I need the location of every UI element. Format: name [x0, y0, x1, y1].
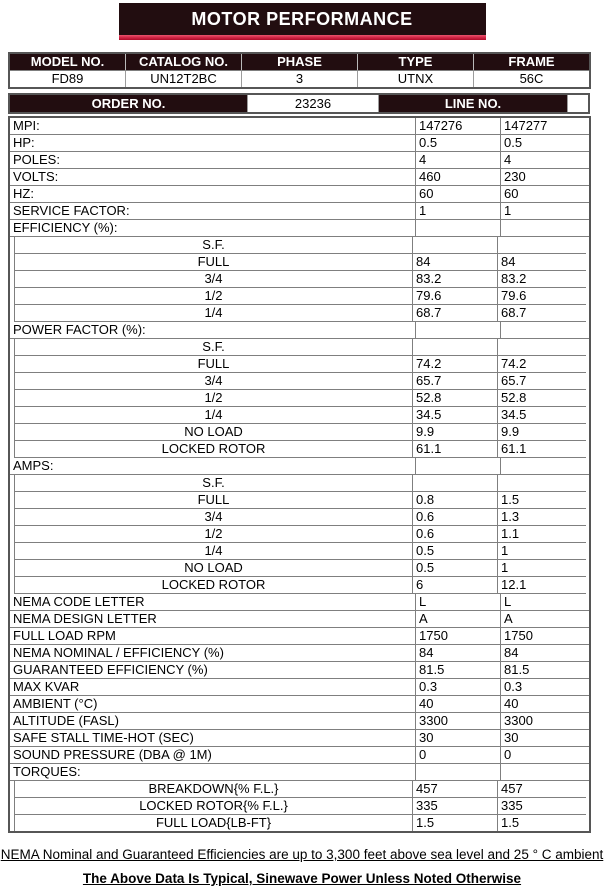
spec-value-col2: 1.5 [497, 815, 586, 831]
spec-subrow [10, 407, 589, 424]
frame-header: FRAME [473, 54, 589, 70]
spec-value-col2: 230 [500, 169, 589, 186]
spec-label: S.F. [14, 475, 412, 492]
spec-value-col1: 0.3 [415, 679, 500, 696]
spec-value-col2: 0 [500, 747, 589, 764]
spec-subrow [10, 475, 589, 492]
page-title: MOTOR PERFORMANCE [119, 3, 486, 35]
frame-value: 56C [473, 70, 589, 87]
title-banner [119, 3, 486, 40]
order-no-header: ORDER NO. [10, 95, 247, 112]
spec-value-col1: 1 [415, 203, 500, 220]
spec-value-col1: 0.5 [412, 560, 497, 577]
spec-value-col1 [412, 237, 497, 254]
spec-subrow [10, 254, 589, 271]
spec-value-col2: 60 [500, 186, 589, 203]
spec-value-col2 [500, 764, 589, 781]
spec-label: 3/4 [14, 373, 412, 390]
spec-value-col2 [500, 458, 589, 475]
spec-label: NEMA NOMINAL / EFFICIENCY (%) [10, 645, 415, 662]
spec-value-col1: 65.7 [412, 373, 497, 390]
spec-value-col2: 40 [500, 696, 589, 713]
spec-subrow [10, 237, 589, 254]
spec-value-col1: 84 [412, 254, 497, 271]
spec-label: BREAKDOWN{% F.L.} [14, 781, 412, 798]
spec-value-col2: 9.9 [497, 424, 586, 441]
spec-value-col1: 0.6 [412, 526, 497, 543]
motor-id-table [8, 52, 591, 89]
spec-value-col1: 4 [415, 152, 500, 169]
spec-label: 3/4 [14, 271, 412, 288]
footnote-efficiency-conditions: NEMA Nominal and Guaranteed Efficiencies are up to 3,300 feet above sea level and 25 ° C ambient [0, 847, 604, 862]
spec-value-col2: 1.5 [497, 492, 586, 509]
line-no-value [567, 95, 588, 112]
spec-value-col2: A [500, 611, 589, 628]
spec-value-col1: 83.2 [412, 271, 497, 288]
spec-label: NEMA DESIGN LETTER [10, 611, 415, 628]
spec-value-col2: 457 [497, 781, 586, 798]
spec-subrow [10, 441, 589, 458]
spec-value-col1: 40 [415, 696, 500, 713]
spec-value-col1: A [415, 611, 500, 628]
spec-row [10, 713, 589, 730]
spec-subrow [10, 305, 589, 322]
spec-value-col1: 52.8 [412, 390, 497, 407]
spec-subrow [10, 798, 589, 815]
spec-value-col2: 84 [497, 254, 586, 271]
spec-value-col2: 0.5 [500, 135, 589, 152]
type-value: UTNX [357, 70, 473, 87]
spec-label: 1/4 [14, 305, 412, 322]
spec-subrow [10, 271, 589, 288]
spec-value-col2: 83.2 [497, 271, 586, 288]
spec-value-col2 [497, 475, 586, 492]
spec-value-col1: 147276 [415, 118, 500, 135]
spec-row [10, 628, 589, 645]
spec-value-col2: 30 [500, 730, 589, 747]
spec-value-col1: 30 [415, 730, 500, 747]
spec-value-col1 [415, 322, 500, 339]
spec-value-col2 [497, 237, 586, 254]
spec-value-col1: 0 [415, 747, 500, 764]
spec-subrow [10, 781, 589, 798]
spec-value-col2: 81.5 [500, 662, 589, 679]
spec-value-col1 [412, 339, 497, 356]
model-no-value: FD89 [10, 70, 125, 87]
spec-label: SERVICE FACTOR: [10, 203, 415, 220]
spec-label: LOCKED ROTOR{% F.L.} [14, 798, 412, 815]
spec-row [10, 220, 589, 237]
spec-value-col1 [415, 220, 500, 237]
spec-value-col2 [497, 339, 586, 356]
spec-value-col1: 68.7 [412, 305, 497, 322]
spec-value-col2: 52.8 [497, 390, 586, 407]
spec-label: HP: [10, 135, 415, 152]
spec-value-col2: 3300 [500, 713, 589, 730]
spec-label: POWER FACTOR (%): [10, 322, 415, 339]
spec-row [10, 322, 589, 339]
spec-label: AMBIENT (°C) [10, 696, 415, 713]
spec-value-col1: 1750 [415, 628, 500, 645]
order-no-value: 23236 [247, 95, 378, 112]
spec-table [8, 116, 591, 833]
catalog-no-header: CATALOG NO. [125, 54, 241, 70]
spec-label: 1/2 [14, 390, 412, 407]
spec-value-col1 [415, 458, 500, 475]
spec-label: ALTITUDE (FASL) [10, 713, 415, 730]
spec-value-col2: 1.3 [497, 509, 586, 526]
spec-value-col1: 79.6 [412, 288, 497, 305]
spec-value-col2 [500, 220, 589, 237]
spec-value-col2: 79.6 [497, 288, 586, 305]
spec-label: S.F. [14, 237, 412, 254]
spec-row [10, 135, 589, 152]
spec-subrow [10, 577, 589, 594]
catalog-no-value: UN12T2BC [125, 70, 241, 87]
spec-value-col1: 3300 [415, 713, 500, 730]
spec-value-col2: 68.7 [497, 305, 586, 322]
line-no-header: LINE NO. [378, 95, 567, 112]
spec-value-col1: 84 [415, 645, 500, 662]
spec-subrow [10, 560, 589, 577]
spec-subrow [10, 543, 589, 560]
title-accent-stripe [119, 35, 486, 40]
spec-value-col2: 0.3 [500, 679, 589, 696]
spec-row [10, 696, 589, 713]
spec-value-col2: 12.1 [497, 577, 586, 594]
spec-subrow [10, 815, 589, 831]
type-header: TYPE [357, 54, 473, 70]
spec-row [10, 764, 589, 781]
spec-value-col2: 74.2 [497, 356, 586, 373]
footnote-typical-data: The Above Data Is Typical, Sinewave Power Unless Noted Otherwise [82, 871, 522, 886]
spec-label: FULL [14, 254, 412, 271]
spec-label: 1/4 [14, 543, 412, 560]
spec-subrow [10, 288, 589, 305]
spec-subrow [10, 492, 589, 509]
spec-label: VOLTS: [10, 169, 415, 186]
spec-label: NEMA CODE LETTER [10, 594, 415, 611]
spec-row [10, 118, 589, 135]
spec-value-col1: 457 [412, 781, 497, 798]
motor-id-value-row [10, 70, 589, 87]
spec-label: 3/4 [14, 509, 412, 526]
spec-value-col1: 9.9 [412, 424, 497, 441]
spec-value-col2 [500, 322, 589, 339]
spec-label: NO LOAD [14, 560, 412, 577]
spec-label: NO LOAD [14, 424, 412, 441]
spec-label: LOCKED ROTOR [14, 577, 412, 594]
spec-value-col2: 335 [497, 798, 586, 815]
spec-label: FULL [14, 356, 412, 373]
spec-value-col1: 61.1 [412, 441, 497, 458]
spec-row [10, 679, 589, 696]
spec-value-col2: L [500, 594, 589, 611]
spec-label: AMPS: [10, 458, 415, 475]
model-no-header: MODEL NO. [30, 54, 105, 69]
spec-label: MAX KVAR [10, 679, 415, 696]
spec-value-col1: 0.8 [412, 492, 497, 509]
spec-value-col1 [415, 764, 500, 781]
spec-subrow [10, 526, 589, 543]
spec-value-col2: 1 [497, 560, 586, 577]
spec-value-col2: 147277 [500, 118, 589, 135]
spec-label: FULL LOAD{LB-FT} [14, 815, 412, 831]
spec-label: S.F. [14, 339, 412, 356]
spec-subrow [10, 356, 589, 373]
spec-value-col2: 65.7 [497, 373, 586, 390]
spec-value-col2: 1750 [500, 628, 589, 645]
spec-row [10, 203, 589, 220]
spec-label: FULL LOAD RPM [10, 628, 415, 645]
spec-value-col1: L [415, 594, 500, 611]
spec-label: TORQUES: [10, 764, 415, 781]
spec-value-col1: 34.5 [412, 407, 497, 424]
spec-value-col2: 1 [497, 543, 586, 560]
spec-row [10, 730, 589, 747]
spec-label: 1/4 [14, 407, 412, 424]
spec-subrow [10, 424, 589, 441]
spec-label: LOCKED ROTOR [14, 441, 412, 458]
spec-value-col2: 61.1 [497, 441, 586, 458]
spec-value-col1: 60 [415, 186, 500, 203]
spec-value-col1: 1.5 [412, 815, 497, 831]
spec-label: GUARANTEED EFFICIENCY (%) [10, 662, 415, 679]
spec-label: HZ: [10, 186, 415, 203]
spec-subrow [10, 339, 589, 356]
spec-value-col1: 335 [412, 798, 497, 815]
spec-value-col2: 4 [500, 152, 589, 169]
spec-value-col2: 84 [500, 645, 589, 662]
spec-label: EFFICIENCY (%): [10, 220, 415, 237]
spec-label: 1/2 [14, 288, 412, 305]
spec-label: SOUND PRESSURE (DBA @ 1M) [10, 747, 415, 764]
spec-value-col1: 0.5 [412, 543, 497, 560]
spec-label: SAFE STALL TIME-HOT (SEC) [10, 730, 415, 747]
spec-value-col1 [412, 475, 497, 492]
spec-value-col1: 74.2 [412, 356, 497, 373]
spec-value-col1: 0.5 [415, 135, 500, 152]
phase-value: 3 [241, 70, 357, 87]
phase-header: PHASE [241, 54, 357, 70]
motor-id-header-row [10, 54, 589, 70]
spec-row [10, 152, 589, 169]
spec-value-col1: 0.6 [412, 509, 497, 526]
spec-label: POLES: [10, 152, 415, 169]
spec-value-col2: 1 [500, 203, 589, 220]
order-line-row [8, 93, 590, 114]
spec-row [10, 594, 589, 611]
spec-value-col1: 6 [412, 577, 497, 594]
spec-label: MPI: [10, 118, 415, 135]
spec-row [10, 458, 589, 475]
spec-value-col1: 81.5 [415, 662, 500, 679]
spec-value-col1: 460 [415, 169, 500, 186]
spec-row [10, 662, 589, 679]
spec-label: FULL [14, 492, 412, 509]
spec-value-col2: 34.5 [497, 407, 586, 424]
spec-row [10, 611, 589, 628]
spec-subrow [10, 390, 589, 407]
spec-label: 1/2 [14, 526, 412, 543]
spec-subrow [10, 373, 589, 390]
spec-row [10, 747, 589, 764]
spec-value-col2: 1.1 [497, 526, 586, 543]
spec-row [10, 169, 589, 186]
spec-row [10, 645, 589, 662]
spec-row [10, 186, 589, 203]
spec-subrow [10, 509, 589, 526]
